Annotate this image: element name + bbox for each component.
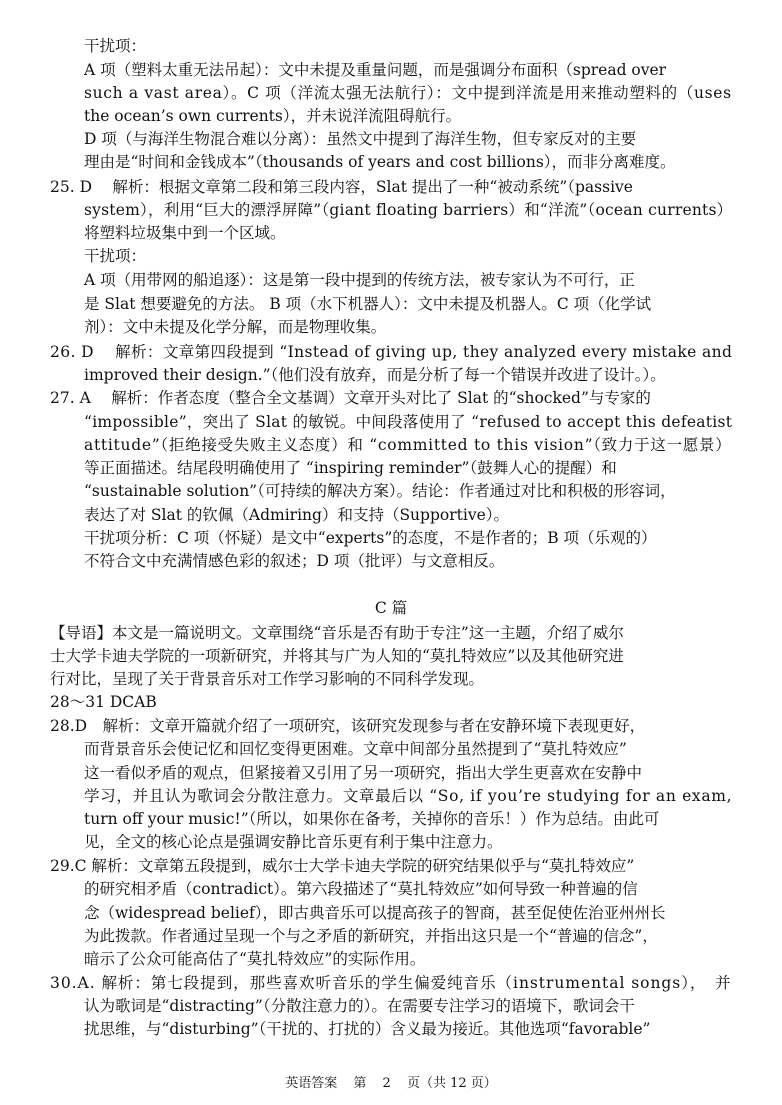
text-line: 的研究相矛盾（contradict）。第六段描述了“莫扎特效应”如何导致一种普遍的信 (84, 880, 638, 898)
text-line: 而背景音乐会使记忆和回忆变得更困难。文章中间部分虽然提到了“莫扎特效应” (84, 740, 627, 758)
text-line: turn off your music!”（所以，如果你在备考，关掉你的音乐！）作为总结。由此可 (84, 810, 660, 828)
text-line: 认为歌词是“distracting”（分散注意力的）。在需要专注学习的语境下，歌词会干 (84, 997, 635, 1015)
text-line: attitude”（拒绝接受失败主义态度）和 “committed to this vision”（致力于这一愿景） (84, 436, 732, 454)
text-line: 暗示了公众可能高估了“莫扎特效应”的实际作用。 (84, 950, 426, 968)
question-29-line: 29.C 解析：文章第五段提到，威尔士大学卡迪夫学院的研究结果似乎与“莫扎特效应” (50, 857, 635, 875)
text-line: 是 Slat 想要避免的方法。 B 项（水下机器人）：文中未提及机器人。C 项（化学试 (84, 295, 652, 313)
question-30-line: 30.A. 解析：第七段提到，那些喜欢听音乐的学生偏爱纯音乐（instrumental songs）， 并 (50, 974, 732, 992)
text-line: 扰思维，与“disturbing”（干扰的、打扰的）含义最为接近。其他选项“favorable” (84, 1020, 651, 1038)
text-line: 干扰项分析：C 项（怀疑）是文中“experts”的态度，不是作者的；B 项（乐观的） (84, 529, 657, 547)
text-line: such a vast area）。C 项（洋流太强无法航行）：文中提到洋流是用来推动塑料的（uses (84, 84, 732, 102)
text-line: 干扰项： (84, 37, 147, 55)
text-line: 等正面描述。结尾段明确使用了 “inspiring reminder”（鼓舞人心的提醒）和 (84, 459, 617, 477)
footer-page-number: 2 (382, 1076, 391, 1091)
text-line: system），利用“巨大的漂浮屏障”（giant floating barriers）和“洋流”（ocean currents） (84, 201, 733, 219)
text-line: 见，全文的核心论点是强调安静比音乐更有利于集中注意力。 (84, 833, 503, 851)
footer-page-suffix: 页（共 12 页） (406, 1076, 497, 1091)
footer-subject: 英语答案 (285, 1076, 338, 1091)
text-line: the ocean’s own currents），并未说洋流阻碍航行。 (84, 107, 462, 125)
text-line: 行对比，呈现了关于背景音乐对工作学习影响的不同科学发现。 (50, 670, 485, 688)
text-line: 这一看似矛盾的观点，但紧接着又引用了另一项研究，指出大学生更喜欢在安静中 (84, 764, 643, 782)
text-line: 表达了对 Slat 的钦佩（Admiring）和支持（Supportive）。 (84, 506, 509, 524)
question-25-line: 25. D 解析：根据文章第二段和第三段内容，Slat 提出了一种“被动系统”（passive (50, 178, 633, 196)
question-27-line: 27. A 解析：作者态度（整合全文基调）文章开头对比了 Slat 的“shocked”与专家的 (50, 389, 651, 407)
text-line: improved their design.”（他们没有放弃，而是分析了每一个错误并改进了设计。）。 (84, 366, 666, 384)
answers-summary: 28～31 DCAB (50, 693, 157, 711)
text-line: D 项（与海洋生物混合难以分离）：虽然文中提到了海洋生物，但专家反对的主要 (84, 130, 637, 148)
text-line: “sustainable solution”（可持续的解决方案）。结论：作者通过对比和积极的形容词， (84, 482, 676, 500)
text-line: 念（widespread belief），即古典音乐可以提高孩子的智商，甚至促使佐治亚州州长 (84, 904, 666, 922)
page-footer (0, 1072, 782, 1091)
intro-line: 【导语】本文是一篇说明文。文章围绕“音乐是否有助于专注”这一主题，介绍了威尔 (50, 624, 624, 642)
text-line: 理由是“时间和金钱成本”（thousands of years and cost billions），而非分离难度。 (84, 153, 676, 171)
text-line: A 项（塑料太重无法吊起）：文中未提及重量问题，而是强调分布面积（spread over (84, 61, 667, 79)
text-line: 剂）：文中未提及化学分解，而是物理收集。 (84, 318, 387, 336)
text-line: 不符合文中充满情感色彩的叙述；D 项（批评）与文意相反。 (84, 552, 505, 570)
text-line: A 项（用带网的船追逐）：这是第一段中提到的传统方法，被专家认为不可行，正 (84, 271, 635, 289)
text-line: 学习，并且认为歌词会分散注意力。文章最后以 “So, if you’re studying for an exam, (84, 787, 733, 805)
text-line: 将塑料垃圾集中到一个区域。 (84, 224, 286, 242)
footer-page-prefix: 第 (353, 1076, 367, 1091)
question-28-line: 28.D 解析：文章开篇就介绍了一项研究，该研究发现参与者在安静环境下表现更好， (50, 717, 646, 735)
text-line: 士大学卡迪夫学院的一项新研究，并将其与广为人知的“莫扎特效应”以及其他研究进 (50, 647, 624, 665)
text-line: “impossible”，突出了 Slat 的敏锐。中间段落使用了 “refused to accept this defeatist (84, 413, 733, 431)
text-line: 为此拨款。作者通过呈现一个与之矛盾的新研究，并指出这只是一个“普遍的信念”， (84, 927, 658, 945)
section-heading: C 篇 (374, 599, 408, 617)
text-line: 干扰项： (84, 247, 147, 265)
question-26-line: 26. D 解析：文章第四段提到 “Instead of giving up, they analyzed every mistake and (50, 343, 733, 361)
